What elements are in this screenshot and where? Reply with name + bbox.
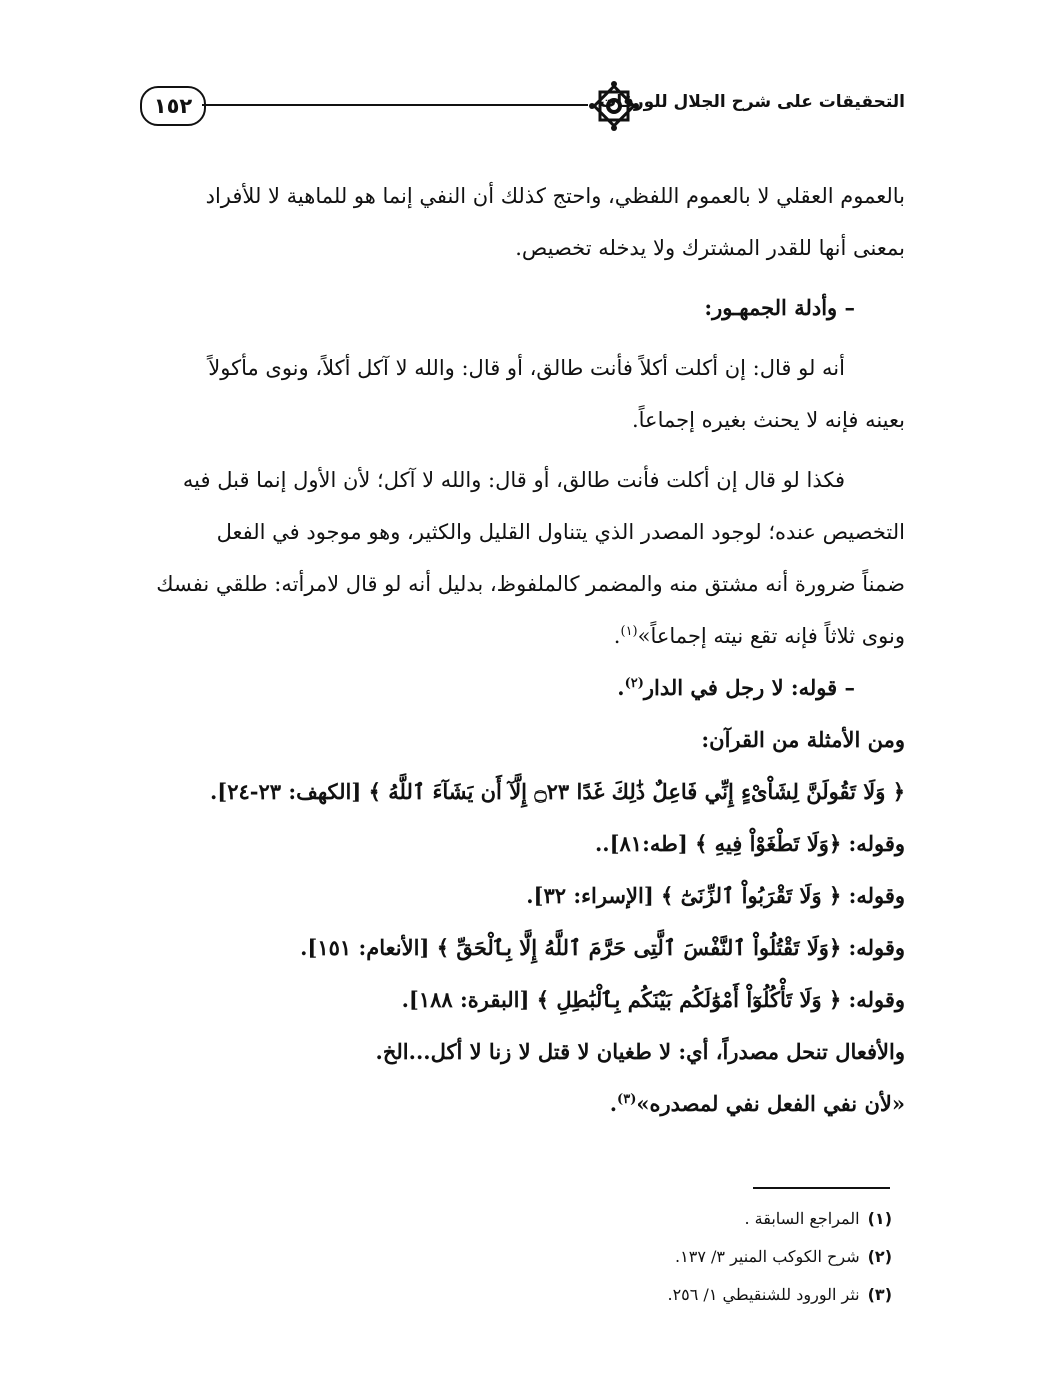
section-heading <box>140 662 905 714</box>
text-line: ضمناً ضرورة أنه مشتق منه والمضمر كالملفوظ، بدليل أنه لو قال لامرأته: طلقي نفسك <box>156 572 905 596</box>
text-segment: – قوله: لا رجل في الدار <box>643 675 855 700</box>
footnote-text: نثر الورود للشنقيطي ١/ ٢٥٦. <box>667 1285 860 1304</box>
page-header <box>140 78 905 136</box>
footnote-separator <box>753 1187 890 1189</box>
footnote-ref: (٢) <box>624 676 644 691</box>
text-line <box>140 610 905 662</box>
quran-verse: وقوله: ﴿وَلَا تَطْغَوْاْ فِيهِ ﴾ [طه:٨١].. <box>594 831 905 856</box>
footnote-ref: (١) <box>620 624 638 639</box>
footnotes <box>500 1200 892 1314</box>
text-segment: . <box>609 1091 618 1116</box>
text-line: بعينه فإنه لا يحنث بغيره إجماعاً. <box>631 408 905 432</box>
text-segment: ونوى ثلاثاً فإنه تقع نيته إجماعاً» <box>637 624 905 648</box>
text-segment: . <box>613 624 621 648</box>
quran-verse: ﴿ وَلَا تَقُولَنَّ لِشَاْىْءٍ إِنِّي فَاعِلٌ ذَٰلِكَ غَدًا ۝٢٣ إِلَّآ أَن يَشَآءَ ٱللَّهُ ﴾ [الكهف: ٢٣-٢٤]. <box>209 779 905 804</box>
page-number: ١٥٢ <box>140 86 206 126</box>
text-segment: «لأن نفي الفعل نفي لمصدره» <box>636 1091 905 1116</box>
footnote-ref: (٣) <box>617 1092 637 1107</box>
footnote-number: (٢) <box>867 1247 892 1266</box>
text-line: أنه لو قال: إن أكلت أكلاً فأنت طالق، أو قال: والله لا آكل أكلاً، ونوى مأكولاً <box>208 356 845 380</box>
text-line <box>140 1078 905 1130</box>
text-segment: . <box>617 675 625 700</box>
footnote-text: شرح الكوكب المنير ٣/ ١٣٧. <box>675 1247 860 1266</box>
main-text <box>140 170 905 1130</box>
footnote <box>500 1276 892 1314</box>
footnote <box>500 1238 892 1276</box>
text-line: بالعموم العقلي لا بالعموم اللفظي، واحتج كذلك أن النفي إنما هو للماهية لا للأفراد <box>205 184 905 208</box>
quran-verse: وقوله: ﴿ وَلَا تَقْرَبُواْ ٱلزِّنَىٰٓ ﴾ [الإسراء: ٣٢]. <box>526 883 905 908</box>
text-line: ومن الأمثلة من القرآن: <box>701 727 905 752</box>
quran-verse: وقوله: ﴿وَلَا تَقْتُلُواْ ٱلنَّفْسَ ٱلَّتِى حَرَّمَ ٱللَّهُ إِلَّا بِٱلْحَقِّ ﴾ [الأنعام: ١٥١]. <box>300 935 905 960</box>
quran-verse: وقوله: ﴿ وَلَا تَأْكُلُوٓاْ أَمْوَٰلَكُم بَيْنَكُم بِٱلْبَٰطِلِ ﴾ [البقرة: ١٨٨]. <box>401 987 905 1012</box>
footnote <box>500 1200 892 1238</box>
header-rule <box>202 104 588 106</box>
text-line: التخصيص عنده؛ لوجود المصدر الذي يتناول القليل والكثير، وهو موجود في الفعل <box>216 520 905 544</box>
footnote-text: المراجع السابقة . <box>744 1209 860 1228</box>
text-line: بمعنى أنها للقدر المشترك ولا يدخله تخصيص. <box>515 236 905 260</box>
text-line: فكذا لو قال إن أكلت فأنت طالق، أو قال: والله لا آكل؛ لأن الأول إنما قبل فيه <box>182 468 845 492</box>
footnote-number: (١) <box>867 1209 892 1228</box>
text-line: والأفعال تنحل مصدراً، أي: لا طغيان لا قتل لا زنا لا أكل...الخ. <box>375 1039 905 1064</box>
running-title: التحقيقات على شرح الجلال للورقات <box>599 92 905 112</box>
section-heading: – وأدلة الجمهـور: <box>704 295 855 320</box>
footnote-number: (٣) <box>867 1285 892 1304</box>
